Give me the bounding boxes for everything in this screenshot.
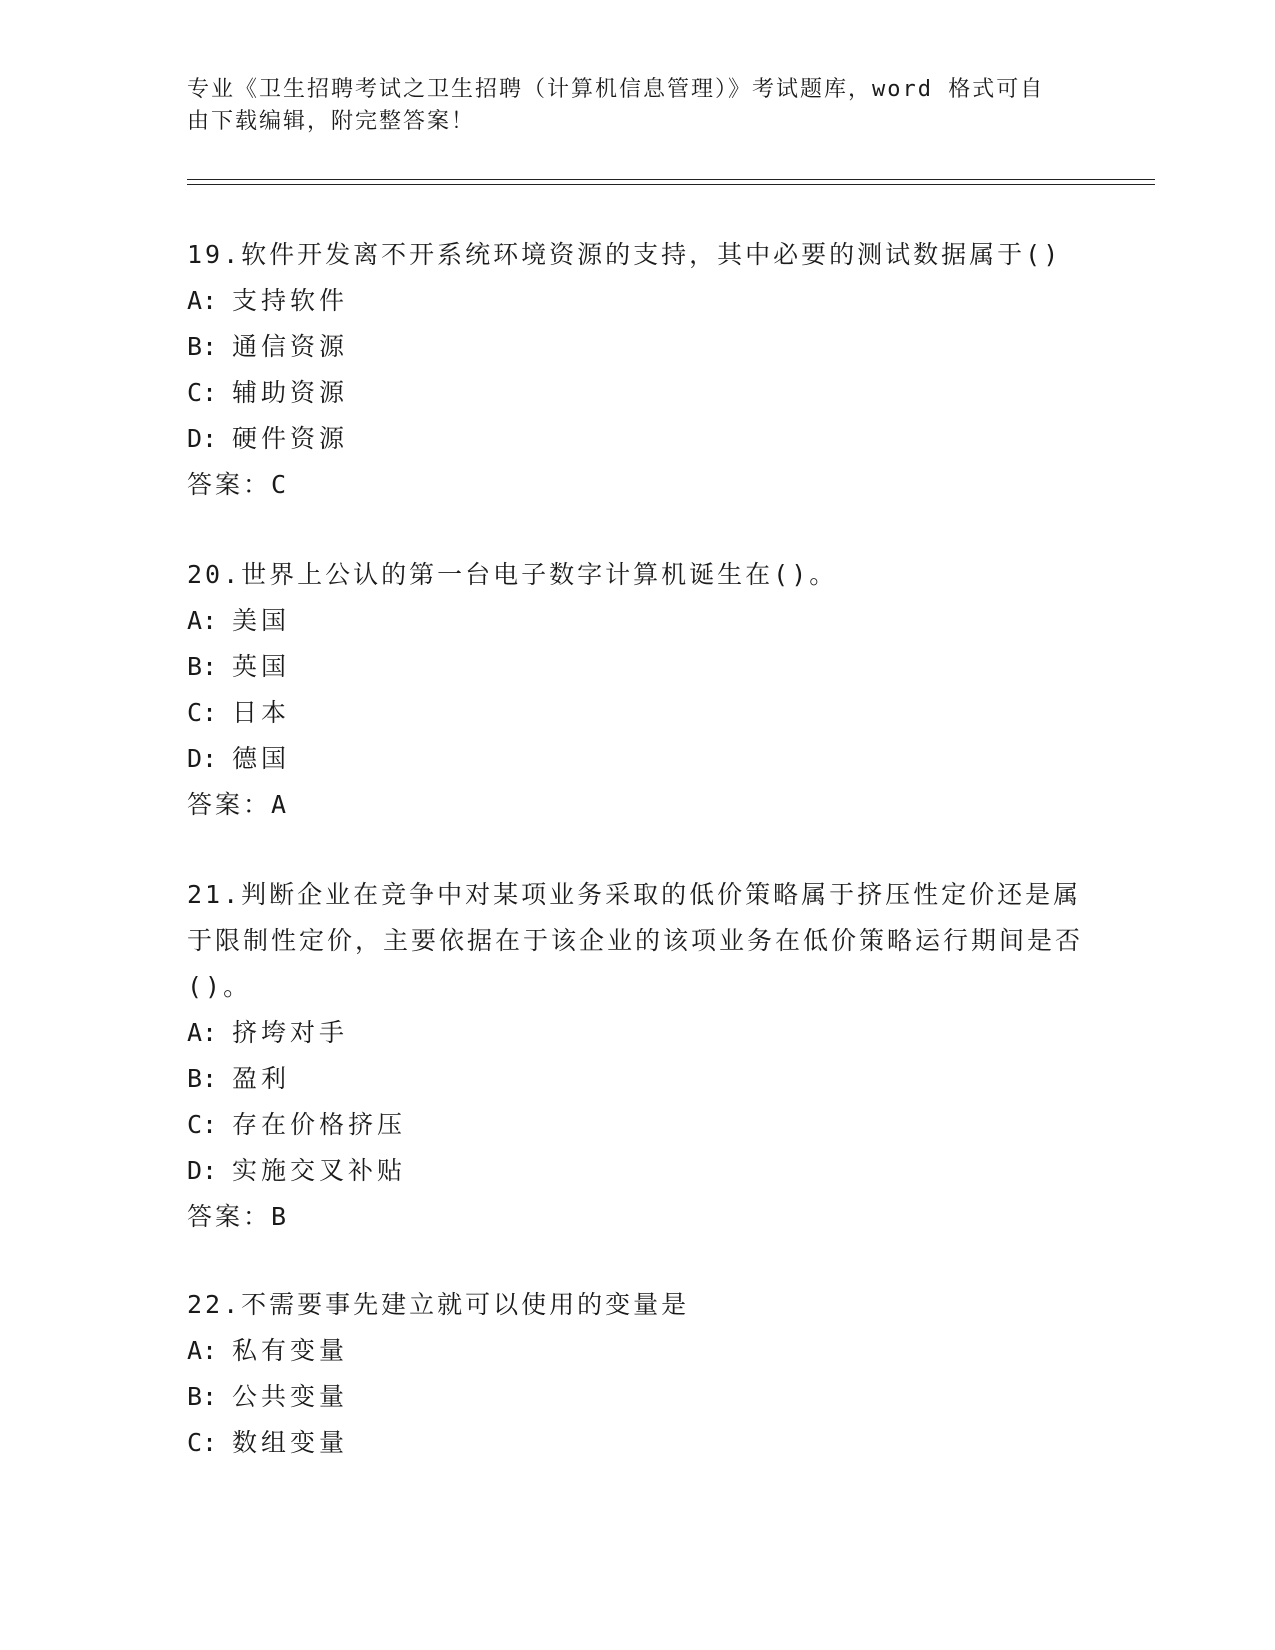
header-rule-top — [187, 179, 1155, 180]
option-a — [187, 598, 1087, 644]
option-b — [187, 644, 1087, 690]
option-c — [187, 1102, 1087, 1148]
option-text: 挤垮对手 — [232, 1018, 349, 1047]
option-letter: C: — [187, 1110, 218, 1139]
option-text: 美国 — [232, 606, 291, 635]
option-letter: A: — [187, 1336, 218, 1365]
option-letter: C: — [187, 378, 218, 407]
option-letter: C: — [187, 1428, 218, 1457]
option-letter: C: — [187, 698, 218, 727]
option-a — [187, 1328, 1087, 1374]
option-letter: B: — [187, 332, 218, 361]
option-letter: A: — [187, 606, 218, 635]
option-c — [187, 690, 1087, 736]
answer-line: 答案：C — [187, 470, 290, 499]
question-19 — [187, 232, 1087, 508]
option-letter: A: — [187, 1018, 218, 1047]
option-b — [187, 1374, 1087, 1420]
question-20 — [187, 552, 1087, 828]
option-letter: D: — [187, 1156, 218, 1185]
option-text: 德国 — [232, 744, 291, 773]
option-b — [187, 324, 1087, 370]
option-text: 盈利 — [232, 1064, 291, 1093]
question-stem: 19.软件开发离不开系统环境资源的支持，其中必要的测试数据属于() — [187, 240, 1062, 269]
option-letter: B: — [187, 652, 218, 681]
option-d — [187, 416, 1087, 462]
option-text: 私有变量 — [232, 1336, 349, 1365]
option-a — [187, 1010, 1087, 1056]
option-text: 实施交叉补贴 — [232, 1156, 407, 1185]
question-22 — [187, 1282, 1087, 1466]
option-letter: B: — [187, 1064, 218, 1093]
option-text: 辅助资源 — [232, 378, 349, 407]
question-stem: 20.世界上公认的第一台电子数字计算机诞生在()。 — [187, 560, 838, 589]
option-letter: B: — [187, 1382, 218, 1411]
option-letter: D: — [187, 424, 218, 453]
question-stem: 21.判断企业在竞争中对某项业务采取的低价策略属于挤压性定价还是属于限制性定价，主要依据在于该企业的该项业务在低价策略运行期间是否()。 — [187, 880, 1084, 1001]
answer-line: 答案：B — [187, 1202, 290, 1231]
option-d — [187, 736, 1087, 782]
option-letter: D: — [187, 744, 218, 773]
document-header — [187, 74, 1087, 138]
option-text: 数组变量 — [232, 1428, 349, 1457]
answer-line: 答案：A — [187, 790, 290, 819]
option-text: 英国 — [232, 652, 291, 681]
option-c — [187, 1420, 1087, 1466]
question-21 — [187, 872, 1087, 1240]
option-text: 日本 — [232, 698, 291, 727]
option-text: 通信资源 — [232, 332, 349, 361]
option-text: 存在价格挤压 — [232, 1110, 407, 1139]
option-a — [187, 278, 1087, 324]
question-stem: 22.不需要事先建立就可以使用的变量是 — [187, 1290, 690, 1319]
option-text: 公共变量 — [232, 1382, 349, 1411]
header-line-1: 专业《卫生招聘考试之卫生招聘（计算机信息管理）》考试题库，word 格式可自 — [187, 77, 1045, 102]
header-line-2: 由下载编辑，附完整答案！ — [187, 109, 476, 134]
option-d — [187, 1148, 1087, 1194]
header-rule-bottom — [187, 184, 1155, 185]
option-b — [187, 1056, 1087, 1102]
option-text: 支持软件 — [232, 286, 349, 315]
option-letter: A: — [187, 286, 218, 315]
option-text: 硬件资源 — [232, 424, 349, 453]
option-c — [187, 370, 1087, 416]
